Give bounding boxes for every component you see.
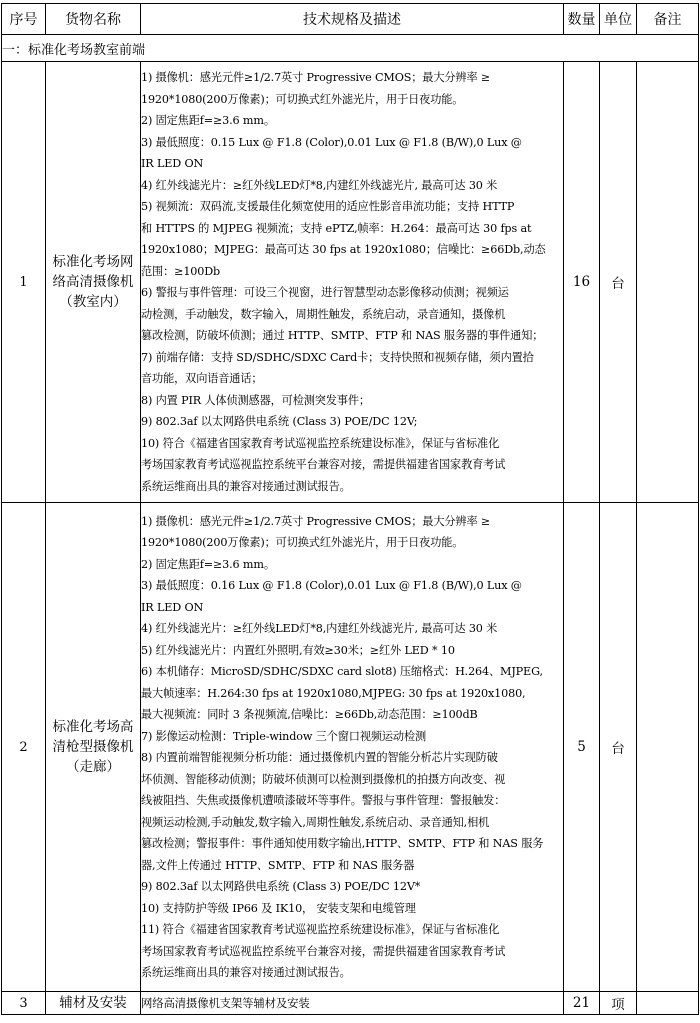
spec-line: 篡改检测；警报事件：事件通知使用数字输出,HTTP、SMTP、FTP 和 NAS 服务: [141, 837, 544, 850]
spec-line: 4) 红外线滤光片：≥红外线LED灯*8,内建红外线滤光片, 最高可达 30 米: [141, 622, 498, 635]
row-remark: [637, 503, 699, 992]
spec-line: IR LED ON: [141, 157, 204, 170]
spec-line: 音功能，双向语音通话；: [141, 372, 263, 385]
spec-line: 2) 固定焦距f=≥3.6 mm。: [141, 557, 275, 571]
spec-line: 5) 视频流：双码流,支援最佳化频宽使用的适应性影音串流功能；支持 HTTP: [141, 200, 515, 213]
header-unit: 单位: [600, 4, 637, 35]
spec-line: 考场国家教育考试巡视监控系统平台兼容对接，需提供福建省国家教育考试: [141, 944, 506, 958]
spec-line: 系统运维商出具的兼容对接通过测试报告。: [141, 479, 351, 493]
row-spec: [141, 62, 564, 503]
spec-line: 1) 摄像机：感光元件≥1/2.7英寸 Progressive CMOS；最大分辨率 ≥: [141, 514, 491, 528]
spec-line: 1920*1080(200万像素)；可切换式红外滤光片，用于日夜功能。: [141, 92, 464, 106]
row-name: 标准化考场高清枪型摄像机（走廊）: [46, 503, 141, 992]
header-remark: 备注: [637, 4, 699, 35]
spec-line: 8) 内置 PIR 人体侦测感器，可检测突发事件；: [141, 393, 370, 407]
spec-line: 视频运动检测,手动触发,数字输入,周期性触发,系统启动、录音通知,相机: [141, 815, 490, 829]
header-row: [2, 4, 699, 35]
row-remark: [637, 62, 699, 503]
spec-line: 5) 红外线滤光片：内置红外照明,有效≥30米；≥红外 LED * 10: [141, 643, 455, 657]
header-name: 货物名称: [46, 4, 141, 35]
row-unit: 台: [600, 503, 637, 992]
section-title: 一：标准化考场教室前端: [2, 35, 699, 62]
spec-line: 1920*1080(200万像素)；可切换式红外滤光片，用于日夜功能。: [141, 536, 464, 549]
spec-line: 8) 内置前端智能视频分析功能：通过摄像机内置的智能分析芯片实现防破: [141, 751, 498, 764]
header-no: 序号: [2, 4, 46, 35]
spec-line: IR LED ON: [141, 600, 204, 614]
spec-line: 3) 最低照度：0.15 Lux @ F1.8 (Color),0.01 Lux @ F1.8 (B/W),0 Lux @: [141, 135, 522, 149]
table-row: [2, 62, 699, 503]
spec-line: 考场国家教育考试巡视监控系统平台兼容对接，需提供福建省国家教育考试: [141, 458, 506, 471]
row-name: 辅材及安装: [46, 992, 141, 1015]
spec-line: 1920x1080；MJPEG：最高可达 30 fps at 1920x1080；信噪比：≥66Db,动态: [141, 243, 546, 256]
spec-line: 网络高清摄像机支架等辅材及安装: [141, 996, 310, 1010]
header-spec: 技术规格及描述: [141, 4, 564, 35]
spec-line: 范围：≥100Db: [141, 264, 221, 278]
row-no: 1: [2, 62, 46, 503]
table-row: [2, 992, 699, 1015]
row-spec: [141, 503, 564, 992]
header-qty: 数量: [564, 4, 600, 35]
spec-line: 篡改检测，防破坏侦测；通过 HTTP、SMTP、FTP 和 NAS 服务器的事件通知；: [141, 329, 544, 342]
spec-line: 11) 符合《福建省国家教育考试巡视监控系统建设标准》，保证与省标准化: [141, 923, 500, 936]
spec-line: 器,文件上传通过 HTTP、SMTP、FTP 和 NAS 服务器: [141, 858, 415, 872]
spec-line: 7) 影像运动检测：Triple-window 三个窗口视频运动检测: [141, 729, 427, 743]
spec-line: 3) 最低照度：0.16 Lux @ F1.8 (Color),0.01 Lux @ F1.8 (B/W),0 Lux @: [141, 579, 522, 592]
row-unit: 台: [600, 62, 637, 503]
spec-line: 最大视频流：同时 3 条视频流,信噪比：≥66Db,动态范围：≥100dB: [141, 708, 478, 721]
row-unit: 项: [600, 992, 637, 1015]
row-name: 标准化考场网络高清摄像机（教室内）: [46, 62, 141, 503]
spec-line: 10) 支持防护等级 IP66 及 IK10， 安装支架和电缆管理: [141, 901, 416, 915]
spec-line: 6) 警报与事件管理：可设三个视窗，进行智慧型动态影像移动侦测；视频运: [141, 286, 509, 299]
spec-line: 9) 802.3af 以太网路供电系统 (Class 3) POE/DC 12V;: [141, 415, 418, 428]
row-no: 3: [2, 992, 46, 1015]
spec-line: 6) 本机储存：MicroSD/SDHC/SDXC card slot8) 压缩格式：H.264、MJPEG,: [141, 665, 543, 678]
row-qty: 16: [564, 62, 600, 503]
spec-table: [1, 3, 699, 1015]
spec-line: 7) 前端存储：支持 SD/SDHC/SDXC Card卡；支持快照和视频存储，须内置拾: [141, 350, 534, 364]
spec-line: 9) 802.3af 以太网路供电系统 (Class 3) POE/DC 12V*: [141, 880, 421, 893]
row-qty: 5: [564, 503, 600, 992]
spec-line: 坏侦测、智能移动侦测；防破坏侦测可以检测到摄像机的拍摄方向改变、视: [141, 772, 506, 786]
section-row: [2, 35, 699, 62]
spec-line: 2) 固定焦距f=≥3.6 mm。: [141, 114, 275, 127]
spec-line: 和 HTTPS 的 MJPEG 视频流；支持 ePTZ,帧率：H.264：最高可达 30 fps at: [141, 221, 532, 235]
table-row: [2, 503, 699, 992]
spec-line: 最大帧速率：H.264:30 fps at 1920x1080,MJPEG: 30 fps at 1920x1080,: [141, 686, 526, 700]
row-spec: [141, 992, 564, 1015]
spec-line: 线被阻挡、失焦或摄像机遭喷漆破坏等事件。警报与事件管理：警报触发：: [141, 794, 506, 807]
row-remark: [637, 992, 699, 1015]
spec-line: 1) 摄像机：感光元件≥1/2.7英寸 Progressive CMOS；最大分辨率 ≥: [141, 71, 491, 84]
row-qty: 21: [564, 992, 600, 1015]
spec-line: 系统运维商出具的兼容对接通过测试报告。: [141, 966, 351, 979]
spec-line: 4) 红外线滤光片：≥红外线LED灯*8,内建红外线滤光片, 最高可达 30 米: [141, 178, 498, 192]
spec-line: 10) 符合《福建省国家教育考试巡视监控系统建设标准》，保证与省标准化: [141, 436, 500, 450]
spec-line: 动检测，手动触发，数字输入，周期性触发，系统启动，录音通知，摄像机: [141, 307, 506, 321]
row-no: 2: [2, 503, 46, 992]
